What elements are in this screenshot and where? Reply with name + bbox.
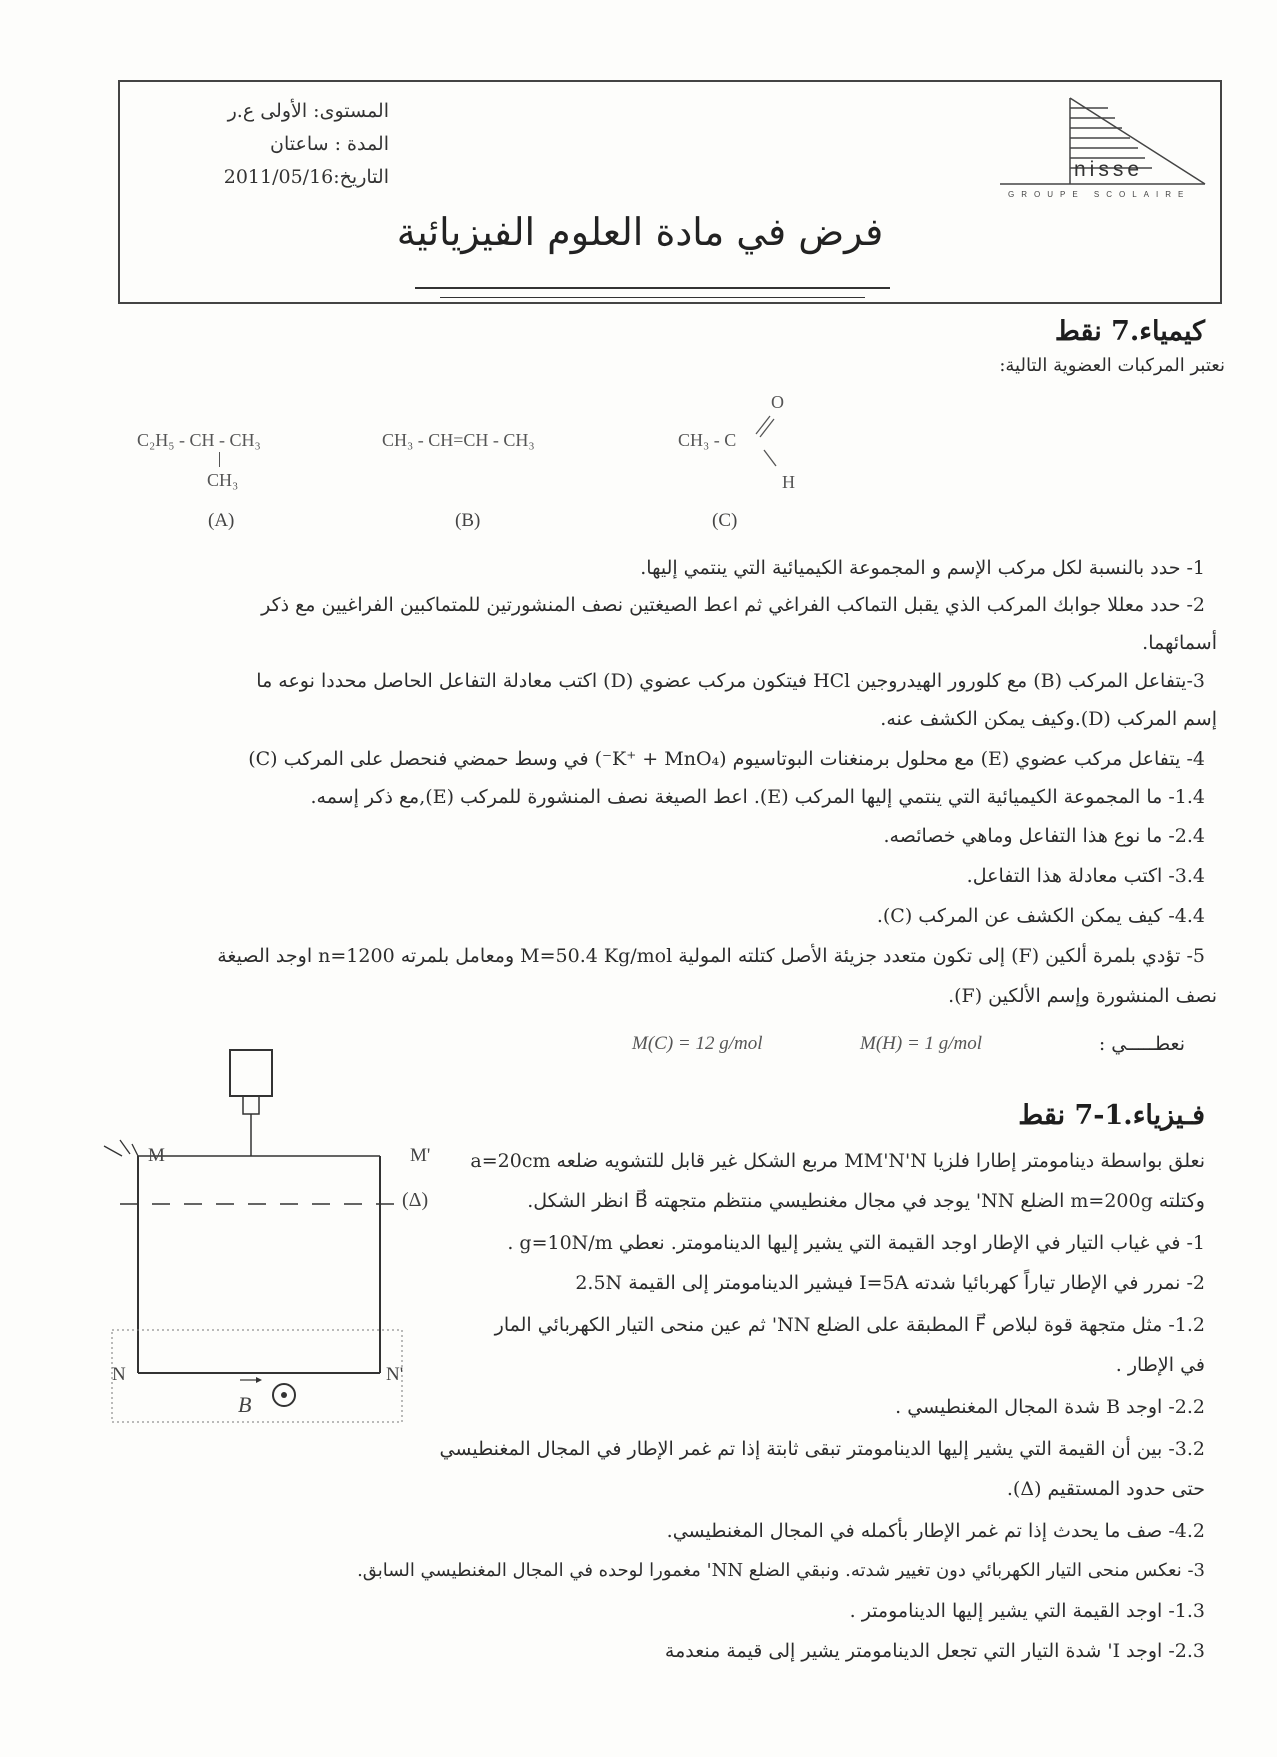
exam-title: فرض في مادة العلوم الفيزيائية — [396, 210, 884, 254]
label-delta: (Δ) — [402, 1189, 429, 1211]
chem-q5-cont: نصف المنشورة وإسم الألكين (F). — [948, 985, 1217, 1007]
compound-c-bonds — [742, 412, 782, 470]
label-m-prime: M' — [410, 1145, 431, 1166]
phys-q2-3: 3.2- بين أن القيمة التي يشير إليها الدينامومتر تبقى ثابتة إذا تم غمر الإطار في المجال المغنطيسي — [439, 1438, 1205, 1460]
chem-q5: 5- تؤدي بلمرة ألكين (F) إلى تكون متعدد جزيئة الأصل كتلته المولية M=50.4 Kg/mol ومعامل بلمرته n=1200 اوجد الصيغة — [217, 945, 1205, 967]
compound-a-bond — [219, 452, 220, 467]
chem-q4-3: 3.4- اكتب معادلة هذا التفاعل. — [966, 865, 1205, 887]
phys-q2-1-cont: في الإطار . — [1115, 1354, 1205, 1376]
title-underline-2 — [440, 297, 865, 298]
compound-c-oxygen: O — [771, 392, 784, 412]
phys-q3-1: 1.3- اوجد القيمة التي يشير إليها الدينامومتر . — [849, 1600, 1205, 1622]
chem-q2-cont: أسمائهما. — [1142, 632, 1217, 654]
phys-q3-2: 2.3- اوجد I' شدة التيار التي تجعل الدينامومتر يشير إلى قيمة منعدمة — [664, 1640, 1205, 1662]
level-text: المستوى: الأولى ع.ر — [227, 100, 389, 122]
compound-a-branch: CH₃ — [207, 470, 239, 490]
school-logo — [1000, 96, 1212, 206]
phys-q2-1: 1.2- مثل متجهة قوة لبلاص F⃗ المطبقة على الضلع NN' ثم عين منحى التيار الكهربائي المار — [494, 1314, 1205, 1336]
frame-diagram — [100, 1040, 430, 1440]
physics-figure — [100, 1040, 430, 1440]
chemistry-heading: كيمياء.7 نقط — [1054, 316, 1205, 347]
chem-q1: 1- حدد بالنسبة لكل مركب الإسم و المجموعة الكيميائية التي ينتمي إليها. — [640, 557, 1205, 579]
compound-a-label: (A) — [208, 510, 235, 531]
chem-q4-4: 4.4- كيف يمكن الكشف عن المركب (C). — [876, 905, 1205, 927]
phys-q2-3-cont: حتى حدود المستقيم (Δ). — [1006, 1478, 1205, 1500]
dynamometer-hook — [243, 1096, 259, 1114]
label-m: M — [148, 1145, 165, 1166]
logo-subtitle: GROUPE SCOLAIRE — [1008, 190, 1191, 199]
compound-a-formula: C₂H₅ - CH - CH₃ — [137, 430, 261, 450]
phys-q3: 3- نعكس منحى التيار الكهربائي دون تغيير شدته. ونبقي الضلع NN' مغمورا لوحده في المجال المغنطيسي السابق. — [357, 1560, 1205, 1581]
compound-b-formula: CH₃ - CH=CH - CH₃ — [382, 430, 535, 450]
given-label: نعطـــــي : — [1098, 1033, 1185, 1055]
chem-q3: 3-يتفاعل المركب (B) مع كلورور الهيدروجين HCl فيتكون مركب عضوي (D) اكتب معادلة التفاعل الحاصل محددا نوعه ما — [256, 670, 1205, 692]
compound-c-formula: CH₃ - C — [678, 430, 737, 450]
label-n-prime: N' — [386, 1364, 404, 1385]
label-b: B — [238, 1392, 252, 1417]
chem-q2: 2- حدد معللا جوابك المركب الذي يقبل التماكب الفراغي ثم اعط الصيغتين نصف المنشورتين للمتماكبين الفراغيين مع ذكر — [261, 594, 1205, 616]
compound-c-hydrogen: H — [782, 472, 795, 492]
duration-text: المدة : ساعتان — [270, 133, 389, 155]
physics-heading: فـيزياء.1-7 نقط — [1018, 1100, 1205, 1131]
title-underline — [415, 287, 890, 289]
chemistry-intro: نعتبر المركبات العضوية التالية: — [999, 355, 1225, 376]
compound-c-label: (C) — [712, 510, 738, 531]
dynamometer-body — [230, 1050, 272, 1096]
chem-q3-cont: إسم المركب (D).وكيف يمكن الكشف عنه. — [880, 708, 1217, 730]
given-h-mass: M(H) = 1 g/mol — [860, 1033, 983, 1054]
phys-q2-4: 4.2- صف ما يحدث إذا تم غمر الإطار بأكمله في المجال المغنطيسي. — [666, 1520, 1205, 1542]
logo-text: nisse — [1074, 158, 1144, 181]
compound-b-label: (B) — [455, 510, 481, 531]
magnetic-field-region — [112, 1330, 402, 1422]
chem-q4: 4- يتفاعل مركب عضوي (E) مع محلول برمنغنات البوتاسيوم (K⁺ + MnO₄⁻) في وسط حمضي فنحصل على المركب (C) — [248, 748, 1205, 770]
phys-intro-1: نعلق بواسطة دينامومتر إطارا فلزيا MM'N'N مربع الشكل غير قابل للتشويه ضلعه a=20cm — [470, 1150, 1205, 1172]
chem-q4-2: 2.4- ما نوع هذا التفاعل وماهي خصائصه. — [883, 825, 1205, 847]
label-n: N — [112, 1364, 126, 1385]
phys-q1: 1- في غياب التيار في الإطار اوجد القيمة التي يشير إليها الدينامومتر. نعطي g=10N/m . — [507, 1232, 1205, 1254]
given-c-mass: M(C) = 12 g/mol — [632, 1033, 763, 1054]
phys-intro-2: وكتلته m=200g الضلع NN' يوجد في مجال مغنطيسي منتظم متجهته B⃗ انظر الشكل. — [527, 1190, 1205, 1212]
date-text: التاريخ:2011/05/16 — [223, 166, 389, 188]
phys-q2: 2- نمرر في الإطار تياراً كهربائيا شدته I=5A فيشير الدينامومتر إلى القيمة 2.5N — [575, 1272, 1205, 1294]
phys-q2-2: 2.2- اوجد B شدة المجال المغنطيسي . — [895, 1396, 1205, 1418]
chem-q4-1: 1.4- ما المجموعة الكيميائية التي ينتمي إليها المركب (E). اعط الصيغة نصف المنشورة للمركب (E),مع ذكر إسمه. — [310, 786, 1205, 808]
